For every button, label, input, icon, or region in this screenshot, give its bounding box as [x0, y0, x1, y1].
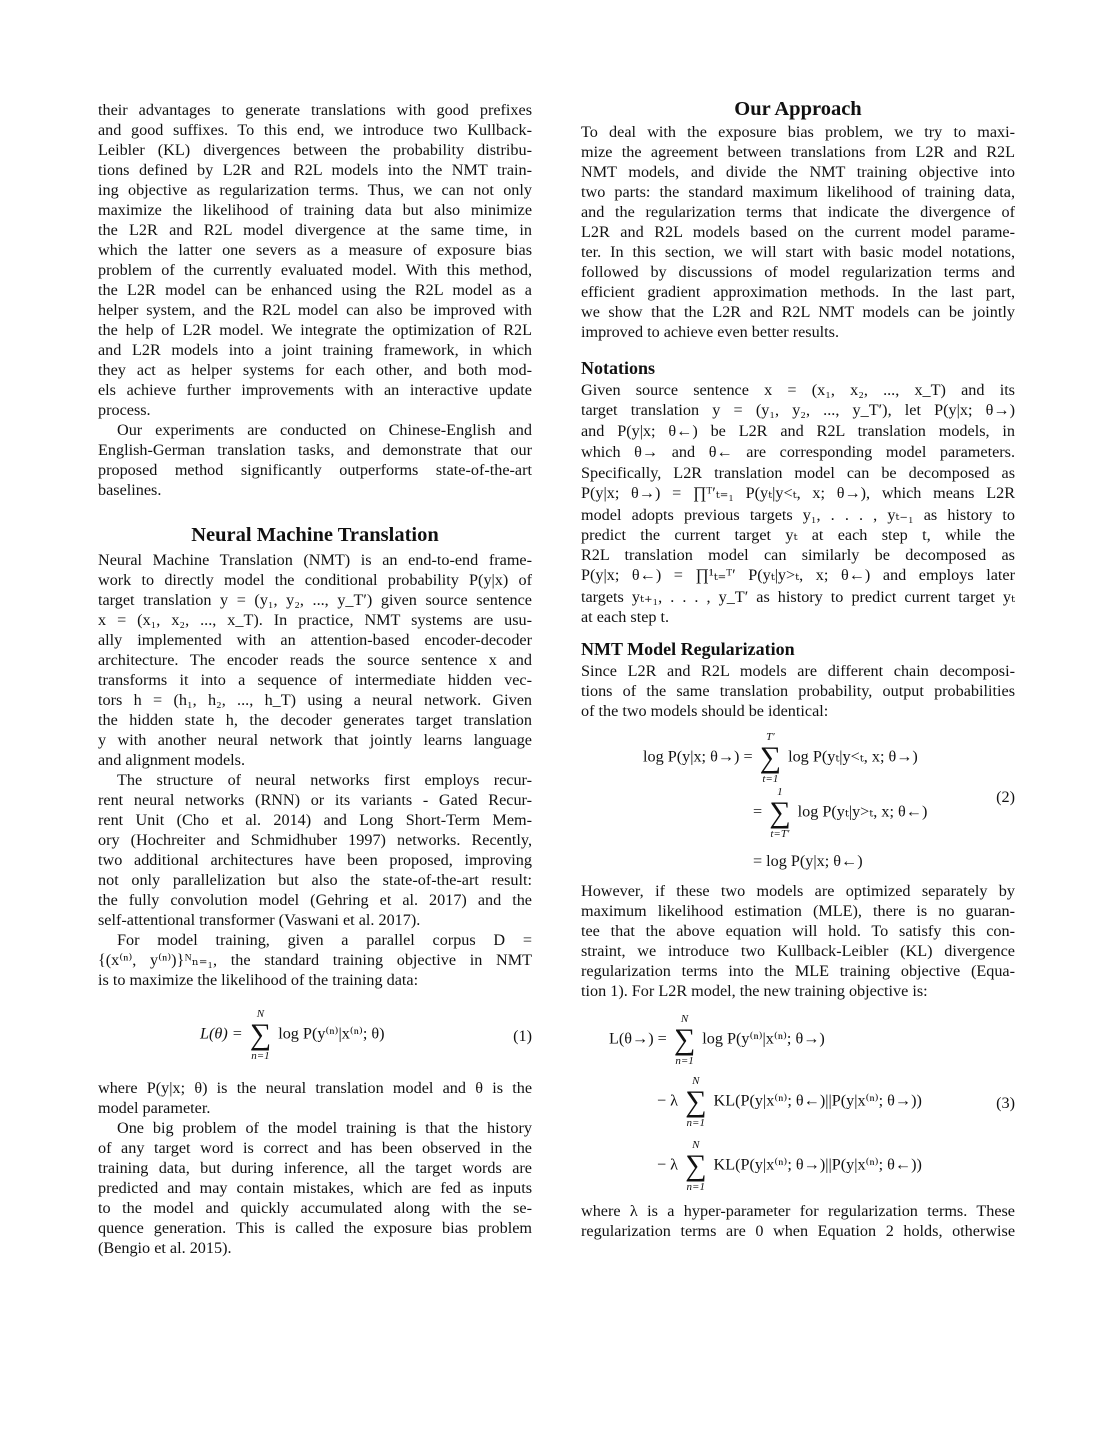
text-line: and L2R models into a joint training framework, in which: [98, 341, 532, 359]
text-line: tions defined by L2R and R2L models into the NMT train-: [98, 161, 532, 179]
text-line: the help of L2R model. We integrate the optimization of R2L: [98, 321, 532, 339]
regularization-paragraph-3: [581, 1201, 1015, 1241]
text-line: predicted and may contain mistakes, which are fed as inputs: [98, 1179, 532, 1197]
sum-upper-limit: T′: [766, 731, 775, 743]
equation-3-line1-lhs: L(θ→) =: [609, 1029, 667, 1048]
nmt-paragraph-3: [98, 930, 532, 990]
text-line: ter. In this section, we will start with basic model notations,: [581, 243, 1015, 261]
nmt-paragraph-1: [98, 550, 532, 770]
equation-1: [98, 998, 532, 1078]
left-column: [98, 100, 532, 1258]
text-line: Our experiments are conducted on Chinese-English and: [117, 421, 532, 439]
section-title-our-approach: Our Approach: [734, 98, 862, 120]
approach-paragraph: [581, 122, 1015, 342]
text-line: els achieve further improvements with an interactive update: [98, 381, 532, 399]
notations-paragraph: [581, 380, 1015, 627]
text-line: quence generation. This is called the exposure bias problem: [98, 1219, 532, 1237]
summation-symbol: N ∑ n=1: [673, 1013, 696, 1067]
equation-number: (1): [513, 1027, 532, 1045]
text-line: English-German translation tasks, and demonstrate that our: [98, 441, 532, 459]
text-line: the L2R model can be enhanced using the R2L model as a: [98, 281, 532, 299]
text-line: work to directly model the conditional probability P(y|x) of: [98, 571, 532, 589]
regularization-paragraph-2: [581, 881, 1015, 1001]
text-line: rent Unit (Cho et al. 2014) and Long Short-Term Mem-: [98, 811, 532, 829]
equation-3-line1-rhs: log P(y⁽ⁿ⁾|x⁽ⁿ⁾; θ→): [702, 1029, 825, 1048]
text-line: process.: [98, 401, 151, 419]
text-line: efficient gradient approximation methods. In the last part,: [581, 283, 1015, 301]
text-line: of any target word is correct and has been observed in the: [98, 1139, 532, 1157]
summation-symbol: 1 ∑ t=T′: [769, 786, 791, 840]
text-line: Specifically, L2R translation model can be decomposed as: [581, 464, 1015, 482]
sum-lower-limit: n=1: [675, 1055, 694, 1067]
text-line: tors h = (h₁, h₂, ..., h_T) using a neural network. Given: [98, 691, 532, 709]
text-line: problem of the currently evaluated model. With this method,: [98, 261, 532, 279]
equation-2-line2-lhs: =: [753, 802, 763, 821]
subsection-title-regularization: NMT Model Regularization: [581, 639, 795, 659]
sum-upper-limit: 1: [777, 786, 783, 798]
sum-upper-limit: N: [256, 1008, 265, 1020]
text-line: L2R and R2L models based on the current model parame-: [581, 223, 1015, 241]
minus-lambda: − λ: [657, 1091, 679, 1110]
equation-3-line3-rhs: KL(P(y|x⁽ⁿ⁾; θ→)||P(y|x⁽ⁿ⁾; θ←)): [713, 1155, 922, 1174]
summation-symbol: N ∑ n=1: [249, 1008, 272, 1062]
text-line: their advantages to generate translations with good prefixes: [98, 101, 532, 119]
sum-upper-limit: N: [680, 1013, 689, 1025]
text-line: However, if these two models are optimized separately by: [581, 882, 1015, 900]
equation-2-line2-rhs: log P(yₜ|y>ₜ, x; θ←): [797, 802, 928, 821]
text-line: regularization terms are 0 when Equation 2 holds, otherwise: [581, 1222, 1015, 1240]
text-line: they act as helper systems for each other, and both mod-: [98, 361, 532, 379]
text-line: where P(y|x; θ) is the neural translation model and θ is the: [98, 1079, 532, 1097]
equation-2: [581, 721, 1015, 881]
equation-3-line2-rhs: KL(P(y|x⁽ⁿ⁾; θ←)||P(y|x⁽ⁿ⁾; θ→)): [713, 1091, 922, 1110]
text-line: training data, but during inference, all the target words are: [98, 1159, 532, 1177]
text-line: at each step t.: [581, 608, 670, 626]
summation-symbol: T′ ∑ t=1: [759, 731, 782, 785]
text-line: two parts: the standard maximum likelihood of training data,: [581, 183, 1015, 201]
equation-2-line1-rhs: log P(yₜ|y<ₜ, x; θ→): [788, 747, 918, 766]
equation-number: (3): [996, 1094, 1015, 1112]
intro-continuation-paragraph: [98, 100, 532, 420]
text-line: improved to achieve even better results.: [581, 323, 840, 341]
equation-lhs: L(θ) =: [200, 1024, 243, 1043]
text-line: the fully convolution model (Gehring et al. 2017) and the: [98, 891, 532, 909]
experiments-paragraph: [98, 420, 532, 500]
text-line: Leibler (KL) divergences between the probability distribu-: [98, 141, 532, 159]
text-line: self-attentional transformer (Vaswani et al. 2017).: [98, 911, 421, 929]
sum-upper-limit: N: [692, 1075, 700, 1087]
text-line: The structure of neural networks first employs recur-: [117, 771, 532, 789]
equation-2-line3: = log P(y|x; θ←): [753, 852, 863, 870]
text-line: ory (Hochreiter and Schmidhuber 1997) networks. Recently,: [98, 831, 532, 849]
text-line: x = (x₁, x₂, ..., x_T). In practice, NMT systems are usu-: [98, 611, 532, 629]
text-line: to the model and quickly accumulated along with the se-: [98, 1199, 532, 1217]
summation-symbol: N ∑ n=1: [685, 1075, 707, 1129]
text-line: To deal with the exposure bias problem, we try to maxi-: [581, 123, 1015, 141]
nmt-paragraph-5: [98, 1118, 532, 1258]
text-line: the hidden state h, the decoder generates target translation: [98, 711, 532, 729]
text-line: tion 1). For L2R model, the new training objective is:: [581, 982, 928, 1000]
sum-lower-limit: n=1: [686, 1117, 705, 1129]
sum-lower-limit: n=1: [251, 1050, 270, 1062]
text-line: target translation y = (y₁, y₂, ..., y_T′), let P(y|x; θ→): [581, 401, 1015, 419]
nmt-paragraph-2: [98, 770, 532, 930]
text-line: tee that the above equation will hold. To satisfy this con-: [581, 922, 1015, 940]
text-line: of the two models should be identical:: [581, 702, 829, 720]
text-line: (Bengio et al. 2015).: [98, 1239, 232, 1257]
text-line: rent neural networks (RNN) or its variants - Gated Recur-: [98, 791, 532, 809]
text-line: targets yₜ₊₁, . . . , y_T′ as history to predict current target yₜ: [581, 588, 1015, 606]
text-line: model parameter.: [98, 1099, 211, 1117]
right-column: [581, 100, 1015, 1241]
text-line: P(y|x; θ←) = ∏¹ₜ₌ᵀ′ P(yₜ|y>ₜ, x; θ←) and employs later: [581, 566, 1015, 584]
text-line: straint, we introduce two Kullback-Leibler (KL) divergence: [581, 942, 1015, 960]
text-line: R2L translation model can similarly be decomposed as: [581, 546, 1015, 564]
equation-3: [581, 1001, 1015, 1201]
equation-2-line1-lhs: log P(y|x; θ→) =: [643, 747, 753, 766]
text-line: two additional architectures have been proposed, improving: [98, 851, 532, 869]
text-line: baselines.: [98, 481, 162, 499]
text-line: maximum likelihood estimation (MLE), there is no guaran-: [581, 902, 1015, 920]
text-line: and P(y|x; θ←) be L2R and R2L translation models, in: [581, 422, 1015, 440]
text-line: regularization terms into the MLE training objective (Equa-: [581, 962, 1015, 980]
text-line: predict the current target yₜ at each step t, while the: [581, 526, 1015, 544]
text-line: ally implemented with an attention-based encoder-decoder: [98, 631, 532, 649]
text-line: Neural Machine Translation (NMT) is an end-to-end frame-: [98, 551, 532, 569]
text-line: ing objective as regularization terms. Thus, we can not only: [98, 181, 532, 199]
text-line: mize the agreement between translations from L2R and R2L: [581, 143, 1015, 161]
text-line: and the regularization terms that indicate the divergence of: [581, 203, 1015, 221]
text-line: helper system, and the R2L model can also be improved with: [98, 301, 532, 319]
text-line: followed by discussions of model regularization terms and: [581, 263, 1015, 281]
text-line: proposed method significantly outperforms state-of-the-art: [98, 461, 532, 479]
sum-upper-limit: N: [692, 1139, 700, 1151]
text-line: maximize the likelihood of training data but also minimize: [98, 201, 532, 219]
text-line: and alignment models.: [98, 751, 246, 769]
sum-lower-limit: t=T′: [770, 828, 790, 840]
text-line: transforms it into a sequence of intermediate hidden vec-: [98, 671, 532, 689]
equation-number: (2): [996, 788, 1015, 806]
text-line: not only parallelization but also the state-of-the-art result:: [98, 871, 532, 889]
text-line: {(x⁽ⁿ⁾, y⁽ⁿ⁾)}ᴺₙ₌₁, the standard training objective in NMT: [98, 951, 532, 969]
text-line: is to maximize the likelihood of the training data:: [98, 971, 419, 989]
text-line: architecture. The encoder reads the source sentence x and: [98, 651, 532, 669]
text-line: model adopts previous targets y₁, . . . , yₜ₋₁ as history to: [581, 506, 1015, 524]
text-line: NMT models, and divide the NMT training objective into: [581, 163, 1015, 181]
text-line: Given source sentence x = (x₁, x₂, ..., x_T) and its: [581, 381, 1015, 399]
text-line: One big problem of the model training is that the history: [117, 1119, 532, 1137]
text-line: where λ is a hyper-parameter for regularization terms. These: [581, 1202, 1015, 1220]
text-line: we show that the L2R and R2L NMT models can be jointly: [581, 303, 1015, 321]
text-line: P(y|x; θ→) = ∏ᵀ′ₜ₌₁ P(yₜ|y<ₜ, x; θ→), which means L2R: [581, 484, 1015, 502]
minus-lambda: − λ: [657, 1155, 679, 1174]
text-line: and good suffixes. To this end, we introduce two Kullback-: [98, 121, 532, 139]
text-line: the L2R and R2L model divergence at the same time, in: [98, 221, 532, 239]
text-line: y with another neural network that jointly learns language: [98, 731, 532, 749]
sum-lower-limit: t=1: [762, 773, 779, 785]
text-line: which θ→ and θ← are corresponding model parameters.: [581, 443, 1015, 461]
nmt-paragraph-4: [98, 1078, 532, 1118]
sum-lower-limit: n=1: [686, 1181, 705, 1193]
subsection-title-notations: Notations: [581, 358, 656, 378]
equation-rhs: log P(y⁽ⁿ⁾|x⁽ⁿ⁾; θ): [278, 1024, 385, 1043]
text-line: tions of the same translation probability, output probabilities: [581, 682, 1015, 700]
text-line: For model training, given a parallel corpus D =: [117, 931, 532, 949]
summation-symbol: N ∑ n=1: [685, 1139, 707, 1193]
text-line: target translation y = (y₁, y₂, ..., y_T′) given source sentence: [98, 591, 532, 609]
section-title-nmt: Neural Machine Translation: [191, 524, 439, 546]
regularization-paragraph-1: [581, 661, 1015, 721]
text-line: which the latter one severs as a measure of exposure bias: [98, 241, 532, 259]
text-line: Since L2R and R2L models are different chain decomposi-: [581, 662, 1015, 680]
